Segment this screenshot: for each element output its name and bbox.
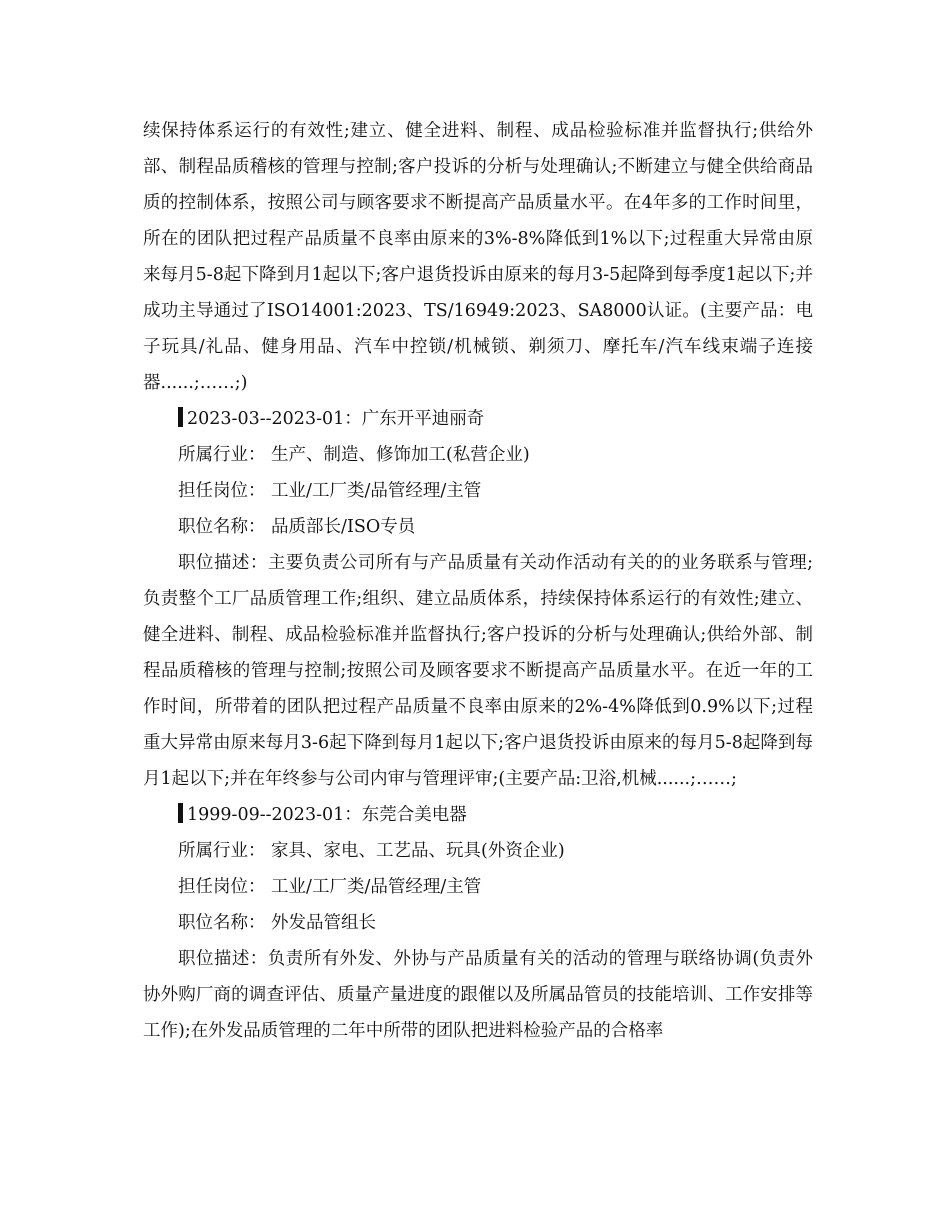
work-entry — [143, 401, 813, 797]
entry-heading — [143, 401, 813, 437]
entry-title: 职位名称： 品质部长/ISO专员 — [178, 517, 416, 537]
entry-industry: 所属行业： 家具、家电、工艺品、玩具(外资企业) — [178, 841, 565, 861]
entry-post: 担任岗位： 工业/工厂类/品管经理/主管 — [178, 877, 482, 897]
entry-heading-text: 2023-03--2023-01：广东开平迪丽奇 — [187, 409, 485, 429]
intro-paragraph: 续保持体系运行的有效性;建立、健全进料、制程、成品检验标准并监督执行;供给外部、制程品质稽核的管理与控制;客户投诉的分析与处理确认;不断建立与健全供给商品质的控制体系，按照公司与顾客要求不断提高产品质量水平。在4年多的工作时间里，所在的团队把过程产品质量不良率由原来的3%-8%降低到1%以下;过程重大异常由原来每月5-8起下降到月1起以下;客户退货投诉由原来的每月3-5起降到每季度1起以下;并成功主导通过了ISO14001:2023、TS/16949:2023、SA8000认证。(主要产品：电子玩具/礼品、健身用品、汽车中控锁/机械锁、剃须刀、摩托车/汽车线束端子连接器......;……;) — [143, 121, 813, 393]
entry-title: 职位名称： 外发品管组长 — [178, 913, 377, 933]
entry-heading — [143, 797, 813, 833]
entry-post: 担任岗位： 工业/工厂类/品管经理/主管 — [178, 481, 482, 501]
bullet-bar-icon — [178, 803, 183, 823]
entry-description: 职位描述：主要负责公司所有与产品质量有关动作活动有关的的业务联系与管理;负责整个工厂品质管理工作;组织、建立品质体系，持续保持体系运行的有效性;建立、健全进料、制程、成品检验标准并监督执行;客户投诉的分析与处理确认;供给外部、制程品质稽核的管理与控制;按照公司及顾客要求不断提高产品质量水平。在近一年的工作时间，所带着的团队把过程产品质量不良率由原来的2%-4%降低到0.9%以下;过程重大异常由原来每月3-6起下降到每月1起以下;客户退货投诉由原来的每月5-8起降到每月1起以下;并在年终参与公司内审与管理评审;(主要产品:卫浴,机械......;……; — [143, 553, 813, 789]
work-entry — [143, 797, 813, 1049]
resume-page — [143, 113, 813, 1049]
entry-industry: 所属行业： 生产、制造、修饰加工(私营企业) — [178, 445, 530, 465]
entry-heading-text: 1999-09--2023-01：东莞合美电器 — [187, 805, 467, 825]
bullet-bar-icon — [178, 407, 183, 427]
entry-description: 职位描述：负责所有外发、外协与产品质量有关的活动的管理与联络协调(负责外协外购厂商的调查评估、质量产量进度的跟催以及所属品管员的技能培训、工作安排等工作);在外发品质管理的二年中所带的团队把进料检验产品的合格率 — [143, 949, 813, 1041]
